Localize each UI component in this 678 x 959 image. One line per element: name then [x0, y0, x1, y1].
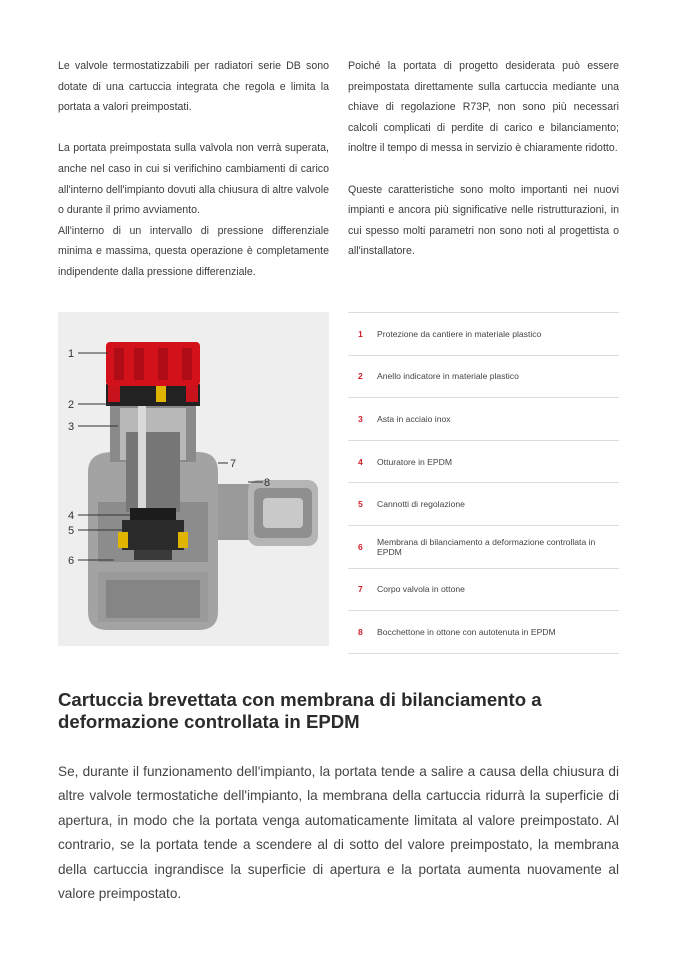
membrane — [122, 520, 184, 550]
section-body: Se, durante il funzionamento dell'impianto, la portata tende a salire a causa della chiusura di altre valvole termostatiche dell'impianto, la membrana della cartuccia ridurrà la superficie di apertura, in modo che la portata venga automaticamente limitata al valore preimpostato. Al contrario, se la portata tende a scendere al di sotto del valore preimpostato, la membrana della cartuccia ingrandisce la superficie di apertura e la portata aumenta nuovamente al valore preimpostato. — [58, 764, 619, 902]
legend-number: 2 — [358, 371, 363, 382]
legend-number: 8 — [358, 626, 363, 637]
intro-paragraph: La portata preimpostata sulla valvola non verrà superata, anche nel caso in cui si verifichino cambiamenti di carico all'interno dell'impianto dovuti alla chiusura di altre valvole o durante il primo avviamento. — [58, 142, 329, 217]
component-legend — [348, 312, 619, 654]
legend-row — [348, 611, 619, 654]
intro-paragraph: Queste caratteristiche sono molto importanti nei nuovi impianti e ancora più significative nelle ristrutturazioni, in cui spesso molti parametri non sono noti al progettista o all'installatore. — [348, 183, 619, 258]
legend-row — [348, 483, 619, 526]
legend-number: 7 — [358, 584, 363, 595]
legend-number: 1 — [358, 328, 363, 339]
callout-label: 1 — [68, 348, 75, 360]
legend-row — [348, 569, 619, 612]
intro-right-column — [348, 56, 619, 283]
legend-row — [348, 441, 619, 484]
callout-label: 6 — [68, 555, 75, 567]
legend-row — [348, 313, 619, 356]
legend-text: Corpo valvola in ottone — [377, 584, 465, 595]
callout-label: 2 — [68, 399, 75, 411]
legend-text: Asta in acciaio inox — [377, 413, 451, 424]
intro-paragraph: Poiché la portata di progetto desiderata può essere preimpostata direttamente sulla cartuccia mediante una chiave di regolazione R73P, non sono più necessari calcoli complicati di perdite di carico e bilanciamento; inoltre il tempo di messa in servizio è chiaramente ridotto. — [348, 60, 619, 155]
legend-text: Membrana di bilanciamento a deformazione controllata in EPDM — [377, 536, 596, 557]
legend-number: 6 — [358, 541, 363, 552]
section-title: Cartuccia brevettata con membrana di bilanciamento a deformazione controllata in EPDM — [58, 689, 542, 732]
legend-row — [348, 356, 619, 399]
callout-label: 4 — [68, 510, 75, 522]
legend-text: Bocchettone in ottone con autotenuta in EPDM — [377, 626, 556, 637]
legend-text: Otturatore in EPDM — [377, 456, 452, 467]
legend-text: Protezione da cantiere in materiale plastico — [377, 328, 542, 339]
legend-number: 5 — [358, 499, 363, 510]
callout-label: 8 — [264, 477, 271, 489]
intro-left-column — [58, 56, 329, 303]
valve-cutaway-figure — [58, 312, 329, 646]
callout-label: 7 — [230, 458, 237, 470]
legend-row — [348, 526, 619, 569]
legend-number: 4 — [358, 456, 363, 467]
legend-number: 3 — [358, 413, 363, 424]
intro-paragraph: All'interno di un intervallo di pressione differenziale minima e massima, questa operazione è completamente indipendente dalla pressione differenziale. — [58, 224, 329, 278]
callout-label: 5 — [68, 525, 75, 537]
callout-label: 3 — [68, 421, 75, 433]
legend-row — [348, 398, 619, 441]
legend-text: Anello indicatore in materiale plastico — [377, 371, 519, 382]
indicator-ring — [106, 384, 200, 406]
valve-cutaway-illustration — [58, 312, 329, 646]
intro-paragraph: Le valvole termostatizzabili per radiatori serie DB sono dotate di una cartuccia integrata che regola e limita la portata a valori preimpostati. — [58, 60, 329, 114]
legend-text: Cannotti di regolazione — [377, 499, 465, 510]
